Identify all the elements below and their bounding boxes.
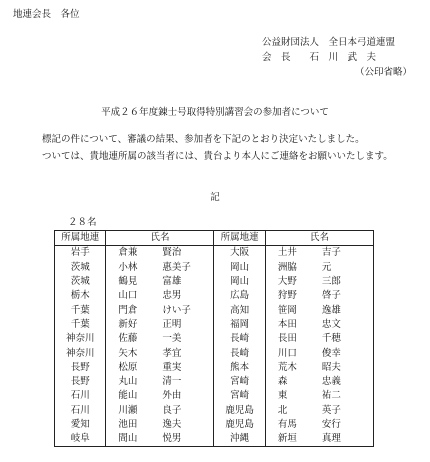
table-row bbox=[55, 375, 374, 389]
surname-right: 土井 bbox=[277, 247, 297, 259]
affiliation-left: 岩手 bbox=[55, 246, 106, 261]
affiliation-right: 宮崎 bbox=[214, 375, 265, 389]
surname-left: 佐藤 bbox=[118, 333, 138, 345]
affiliation-left: 茨城 bbox=[55, 275, 106, 289]
affiliation-left: 神奈川 bbox=[55, 332, 106, 346]
given-name-right: 啓子 bbox=[321, 290, 341, 302]
affiliation-right: 長崎 bbox=[214, 346, 265, 360]
name-left bbox=[106, 375, 214, 389]
given-name-left: 孝宜 bbox=[162, 347, 182, 359]
header-name-right: 氏名 bbox=[265, 231, 373, 246]
name-left bbox=[106, 332, 214, 346]
surname-right: 有馬 bbox=[277, 419, 297, 430]
name-left bbox=[106, 318, 214, 332]
surname-right: 川口 bbox=[277, 347, 297, 359]
name-left bbox=[106, 346, 214, 360]
body-paragraph-1: 標記の件について、審議の結果、参加者を下記のとおり決定いたしました。 bbox=[42, 134, 365, 145]
given-name-right: 俊幸 bbox=[321, 347, 341, 359]
issuer-name: 会 長 石 川 武 夫 bbox=[262, 52, 377, 63]
given-name-right: 元 bbox=[321, 261, 332, 273]
surname-left: 門倉 bbox=[118, 304, 138, 316]
table-row bbox=[55, 275, 374, 289]
affiliation-left: 栃木 bbox=[55, 289, 106, 303]
surname-left: 間山 bbox=[118, 433, 138, 445]
table-row bbox=[55, 389, 374, 403]
name-right bbox=[265, 246, 373, 261]
given-name-right: 祐二 bbox=[321, 390, 341, 402]
name-left bbox=[106, 361, 214, 375]
affiliation-right: 福岡 bbox=[214, 318, 265, 332]
surname-left: 矢木 bbox=[118, 347, 138, 359]
name-right bbox=[265, 318, 373, 332]
surname-left: 能山 bbox=[118, 390, 138, 402]
given-name-left: 一美 bbox=[162, 333, 182, 345]
name-right bbox=[265, 303, 373, 317]
addressee: 地連会長 各位 bbox=[13, 9, 80, 20]
given-name-left: 正明 bbox=[162, 318, 182, 330]
given-name-right: 千穂 bbox=[321, 333, 341, 345]
surname-left: 丸山 bbox=[118, 376, 138, 388]
name-left bbox=[106, 275, 214, 289]
given-name-left: 重実 bbox=[162, 361, 182, 373]
table-row bbox=[55, 303, 374, 317]
surname-right: 長田 bbox=[277, 333, 297, 345]
surname-right: 本田 bbox=[277, 318, 297, 330]
given-name-left: 賢治 bbox=[162, 247, 182, 259]
affiliation-left: 愛知 bbox=[55, 418, 106, 432]
surname-left: 新好 bbox=[118, 318, 138, 330]
affiliation-right: 岡山 bbox=[214, 261, 265, 275]
table-row bbox=[55, 261, 374, 275]
given-name-left: 外由 bbox=[162, 390, 182, 402]
given-name-right: 英子 bbox=[321, 404, 341, 416]
name-right bbox=[265, 289, 373, 303]
given-name-right: 昭夫 bbox=[321, 361, 341, 373]
participant-table bbox=[54, 230, 374, 447]
name-right bbox=[265, 275, 373, 289]
affiliation-right: 宮崎 bbox=[214, 389, 265, 403]
given-name-right: 忠文 bbox=[321, 318, 341, 330]
table-row bbox=[55, 289, 374, 303]
affiliation-right: 広島 bbox=[214, 289, 265, 303]
surname-left: 倉兼 bbox=[118, 247, 138, 259]
given-name-left: 逸夫 bbox=[162, 419, 182, 430]
name-left bbox=[106, 404, 214, 418]
given-name-right: 忠義 bbox=[321, 376, 341, 388]
surname-right: 新垣 bbox=[277, 433, 297, 445]
table-row bbox=[55, 361, 374, 375]
given-name-right: 三郎 bbox=[321, 276, 341, 288]
name-left bbox=[106, 389, 214, 403]
given-name-right: 吉子 bbox=[321, 247, 341, 259]
given-name-right: 安行 bbox=[321, 419, 341, 430]
surname-right: 荒木 bbox=[277, 361, 297, 373]
surname-right: 森 bbox=[277, 376, 288, 388]
given-name-left: 清一 bbox=[162, 376, 182, 388]
ki-heading: 記 bbox=[210, 192, 220, 203]
issuer-seal-note: （公印省略） bbox=[354, 67, 412, 78]
affiliation-left: 石川 bbox=[55, 404, 106, 418]
given-name-left: 忠男 bbox=[162, 290, 182, 302]
table-row bbox=[55, 432, 374, 447]
surname-right: 北 bbox=[277, 404, 288, 416]
issuer-org: 公益財団法人 全日本弓道連盟 bbox=[262, 37, 396, 48]
surname-left: 松原 bbox=[118, 361, 138, 373]
surname-right: 東 bbox=[277, 390, 288, 402]
affiliation-right: 鹿児島 bbox=[214, 404, 265, 418]
participant-count: ２８名 bbox=[68, 217, 97, 228]
surname-right: 狩野 bbox=[277, 290, 297, 302]
given-name-left: 悦男 bbox=[162, 433, 182, 445]
name-right bbox=[265, 432, 373, 447]
body-paragraph-2: ついては、貴地連所属の該当者には、貴台より本人にご連絡をお願いいたします。 bbox=[42, 151, 393, 162]
header-affiliation-right: 所属地連 bbox=[214, 231, 265, 246]
name-left bbox=[106, 261, 214, 275]
given-name-left: 富雄 bbox=[162, 276, 182, 288]
affiliation-right: 長崎 bbox=[214, 332, 265, 346]
affiliation-left: 茨城 bbox=[55, 261, 106, 275]
given-name-left: 惠美子 bbox=[162, 261, 191, 273]
affiliation-right: 熊本 bbox=[214, 361, 265, 375]
name-right bbox=[265, 404, 373, 418]
affiliation-right: 鹿児島 bbox=[214, 418, 265, 432]
surname-left: 鶴見 bbox=[118, 276, 138, 288]
name-right bbox=[265, 332, 373, 346]
affiliation-right: 大阪 bbox=[214, 246, 265, 261]
affiliation-left: 千葉 bbox=[55, 303, 106, 317]
name-left bbox=[106, 432, 214, 447]
name-right bbox=[265, 361, 373, 375]
table-row bbox=[55, 318, 374, 332]
affiliation-right: 岡山 bbox=[214, 275, 265, 289]
table-row bbox=[55, 418, 374, 432]
affiliation-left: 岐阜 bbox=[55, 432, 106, 447]
affiliation-left: 神奈川 bbox=[55, 346, 106, 360]
table-row bbox=[55, 332, 374, 346]
surname-right: 洲脇 bbox=[277, 261, 297, 273]
affiliation-right: 高知 bbox=[214, 303, 265, 317]
header-name-left: 氏名 bbox=[106, 231, 214, 246]
table-header-row bbox=[55, 231, 374, 246]
name-right bbox=[265, 418, 373, 432]
affiliation-right: 沖縄 bbox=[214, 432, 265, 447]
affiliation-left: 長野 bbox=[55, 361, 106, 375]
affiliation-left: 長野 bbox=[55, 375, 106, 389]
document-subject: 平成２６年度錬士号取得特別講習会の参加者について bbox=[101, 107, 329, 118]
surname-right: 笹岡 bbox=[277, 304, 297, 316]
header-affiliation-left: 所属地連 bbox=[55, 231, 106, 246]
given-name-right: 逸雄 bbox=[321, 304, 341, 316]
affiliation-left: 千葉 bbox=[55, 318, 106, 332]
name-right bbox=[265, 389, 373, 403]
given-name-left: 良子 bbox=[162, 404, 182, 416]
given-name-left: けい子 bbox=[162, 304, 191, 316]
surname-left: 小林 bbox=[118, 261, 138, 273]
name-right bbox=[265, 375, 373, 389]
given-name-right: 真理 bbox=[321, 433, 341, 445]
surname-left: 山口 bbox=[118, 290, 138, 302]
name-left bbox=[106, 303, 214, 317]
name-left bbox=[106, 418, 214, 432]
surname-left: 池田 bbox=[118, 419, 138, 430]
surname-right: 大野 bbox=[277, 276, 297, 288]
affiliation-left: 石川 bbox=[55, 389, 106, 403]
name-right bbox=[265, 346, 373, 360]
table-row bbox=[55, 346, 374, 360]
name-right bbox=[265, 261, 373, 275]
table-row bbox=[55, 246, 374, 261]
name-left bbox=[106, 246, 214, 261]
table-row bbox=[55, 404, 374, 418]
surname-left: 川瀬 bbox=[118, 404, 138, 416]
name-left bbox=[106, 289, 214, 303]
